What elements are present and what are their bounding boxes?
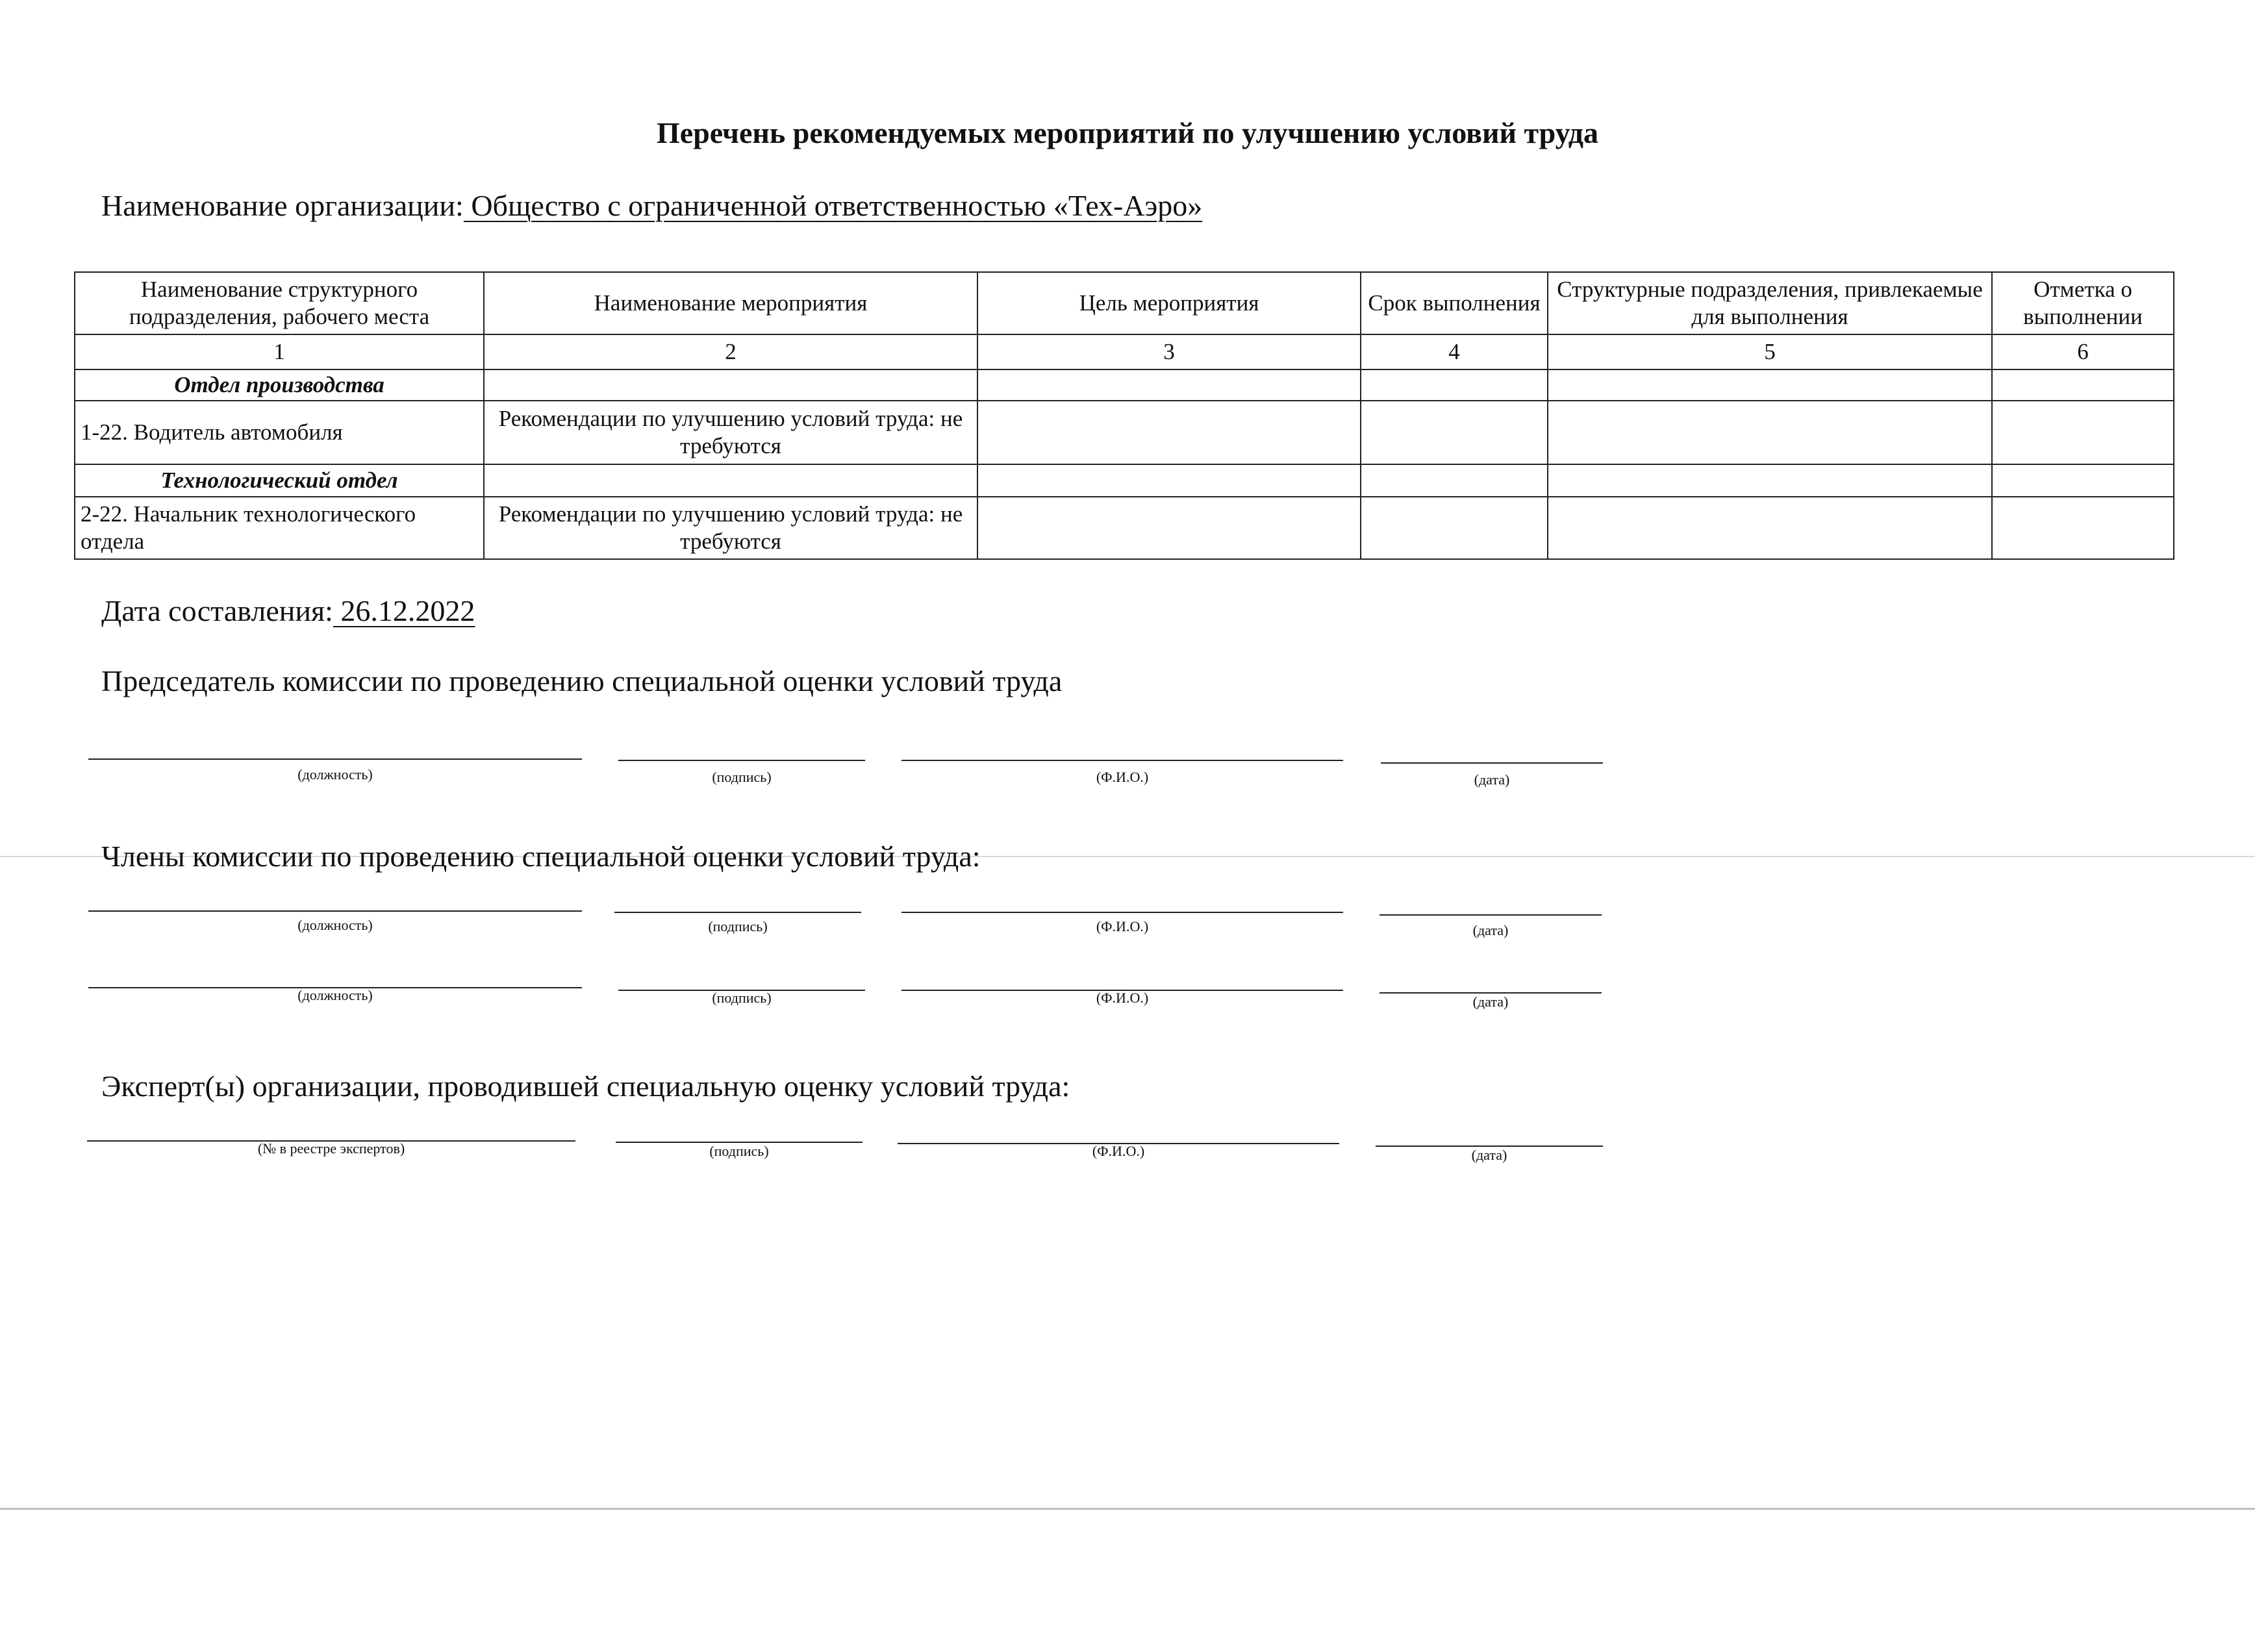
- header-cell: Цель мероприятия: [977, 272, 1361, 334]
- date-line: [101, 594, 475, 628]
- caption-fio: (Ф.И.О.): [1096, 918, 1149, 934]
- goal-cell: [977, 401, 1361, 464]
- fio-line: [901, 912, 1343, 913]
- organization-line: [101, 188, 1202, 223]
- scan-page-edge: [0, 1508, 2255, 1510]
- date-line-blank: [1379, 914, 1602, 916]
- members-heading: Члены комиссии по проведению специальной оценки условий труда:: [101, 840, 981, 873]
- caption-date: (дата): [1472, 994, 1509, 1010]
- caption-fio: (Ф.И.О.): [1092, 1143, 1145, 1159]
- organization-name: Общество с ограниченной ответственностью «Тех-Аэро»: [463, 189, 1203, 222]
- column-number: 2: [484, 334, 977, 369]
- workplace-cell: 2-22. Начальник технологического отдела: [75, 497, 484, 559]
- measures-table: [74, 271, 2174, 560]
- caption-registry: (№ в реестре экспертов): [257, 1140, 405, 1157]
- column-number: 1: [75, 334, 484, 369]
- document-title: Перечень рекомендуемых мероприятий по улучшению условий труда: [657, 116, 1598, 149]
- caption-date: (дата): [1472, 922, 1509, 938]
- table-row: [75, 401, 2174, 464]
- column-number: 4: [1361, 334, 1548, 369]
- position-line: [88, 910, 582, 912]
- table-row: [75, 497, 2174, 559]
- caption-fio: (Ф.И.О.): [1096, 769, 1149, 785]
- measure-cell: Рекомендации по улучшению условий труда: не требуются: [484, 497, 977, 559]
- position-line: [88, 758, 582, 760]
- date-label: Дата составления:: [101, 594, 333, 627]
- experts-heading: Эксперт(ы) организации, проводившей специальную оценку условий труда:: [101, 1070, 1070, 1103]
- caption-fio: (Ф.И.О.): [1096, 990, 1149, 1006]
- department-name: Отдел производства: [75, 369, 484, 401]
- signature-line: [614, 912, 861, 913]
- department-row: [75, 369, 2174, 401]
- deadline-cell: [1361, 497, 1548, 559]
- caption-date: (дата): [1471, 1147, 1507, 1163]
- completion-cell: [1992, 401, 2174, 464]
- column-number: 5: [1548, 334, 1992, 369]
- caption-date: (дата): [1474, 771, 1510, 788]
- date-line-blank: [1381, 762, 1603, 764]
- department-name: Технологический отдел: [75, 464, 484, 497]
- caption-signature: (подпись): [708, 918, 768, 934]
- divisions-cell: [1548, 497, 1992, 559]
- header-cell: Наименование мероприятия: [484, 272, 977, 334]
- deadline-cell: [1361, 401, 1548, 464]
- fio-line: [901, 760, 1343, 761]
- header-cell: Структурные подразделения, привлекаемые для выполнения: [1548, 272, 1992, 334]
- column-number: 3: [977, 334, 1361, 369]
- signature-line: [618, 760, 865, 761]
- caption-position: (должность): [297, 917, 373, 933]
- workplace-cell: 1-22. Водитель автомобиля: [75, 401, 484, 464]
- caption-signature: (подпись): [712, 769, 772, 785]
- chairman-heading: Председатель комиссии по проведению специальной оценки условий труда: [101, 664, 1063, 697]
- table-number-row: [75, 334, 2174, 369]
- date-value: 26.12.2022: [333, 594, 475, 627]
- header-cell: Отметка о выполнении: [1992, 272, 2174, 334]
- measure-cell: Рекомендации по улучшению условий труда: не требуются: [484, 401, 977, 464]
- header-cell: Срок выполнения: [1361, 272, 1548, 334]
- caption-signature: (подпись): [709, 1143, 769, 1159]
- caption-position: (должность): [297, 766, 373, 782]
- divisions-cell: [1548, 401, 1992, 464]
- column-number: 6: [1992, 334, 2174, 369]
- completion-cell: [1992, 497, 2174, 559]
- goal-cell: [977, 497, 1361, 559]
- organization-label: Наименование организации:: [101, 189, 464, 222]
- table-header-row: [75, 272, 2174, 334]
- header-cell: Наименование структурного подразделения, рабочего места: [75, 272, 484, 334]
- caption-signature: (подпись): [712, 990, 772, 1006]
- department-row: [75, 464, 2174, 497]
- caption-position: (должность): [297, 987, 373, 1003]
